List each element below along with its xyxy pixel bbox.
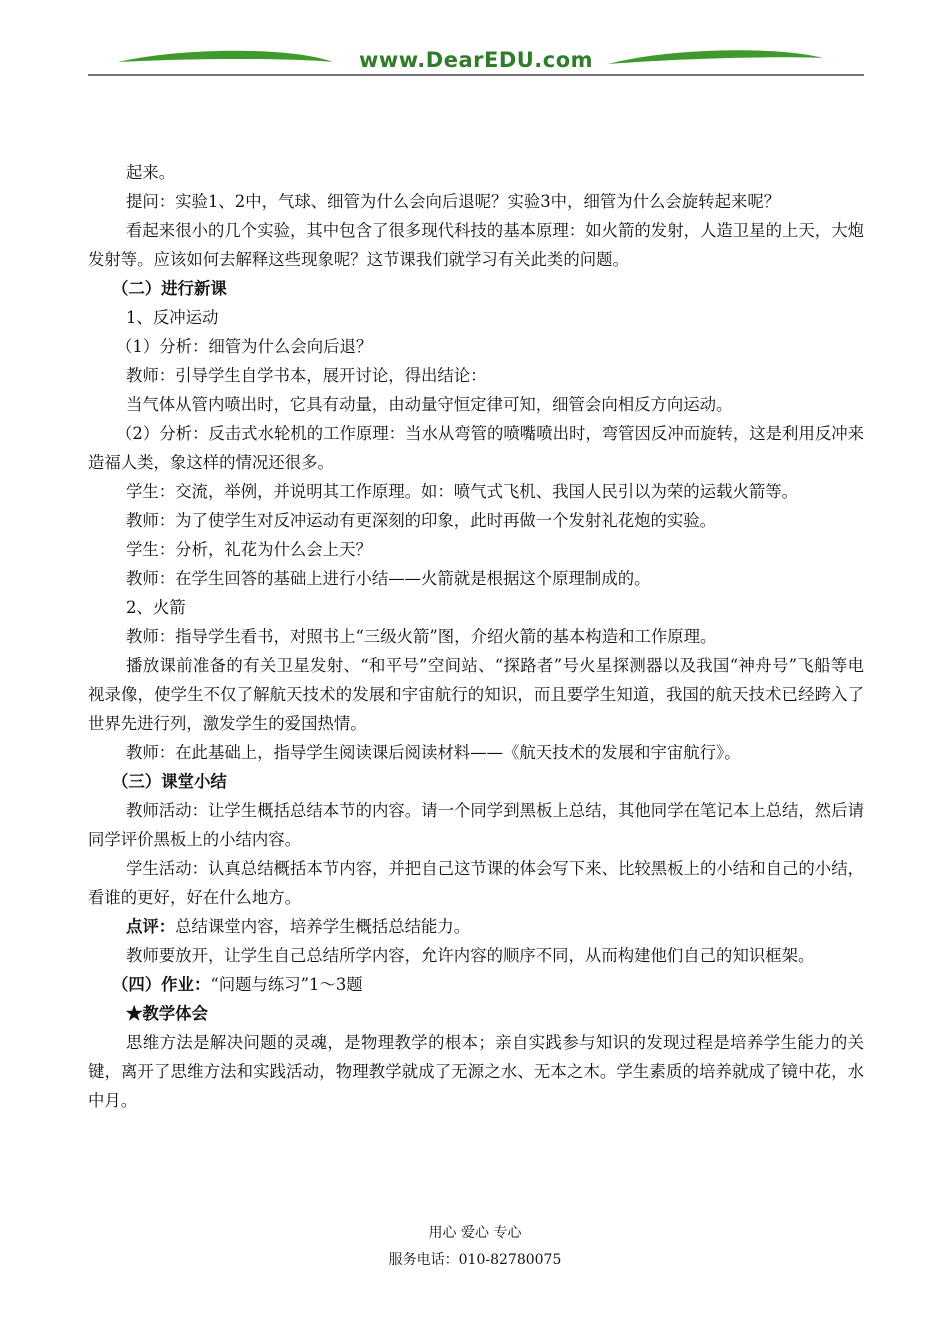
paragraph: 看起来很小的几个实验，其中包含了很多现代科技的基本原理：如火箭的发射，人造卫星的上天，大炮发射等。应该如何去解释这些现象呢？这节课我们就学习有关此类的问题。 — [88, 221, 864, 269]
section-heading: ★教学体会 — [126, 1004, 208, 1023]
section-heading: （二）进行新课 — [112, 279, 227, 298]
paragraph: 播放课前准备的有关卫星发射、“和平号”空间站、“探路者”号火星探测器以及我国“神舟号”飞船等电视录像，使学生不仅了解航天技术的发展和宇宙航行的知识，而且要学生知道，我国的航天技术已经跨入了世界先进行列，激发学生的爱国热情。 — [88, 656, 864, 733]
footer-slogan: 用心 爱心 专心 — [428, 1225, 522, 1241]
comment-text: 总结课堂内容，培养学生概括总结能力。 — [175, 917, 471, 936]
paragraph: 教师：为了使学生对反冲运动有更深刻的印象，此时再做一个发射礼花炮的实验。 — [126, 511, 717, 530]
page-header — [88, 40, 864, 80]
homework-text: “问题与练习”1～3题 — [210, 975, 363, 994]
comment-label: 点评： — [126, 917, 176, 936]
paragraph: 学生：交流，举例，并说明其工作原理。如：喷气式飞机、我国人民引以为荣的运载火箭等。 — [126, 482, 799, 501]
paragraph: 教师活动：让学生概括总结本节的内容。请一个同学到黑板上总结，其他同学在笔记本上总结，然后请同学评价黑板上的小结内容。 — [88, 801, 864, 849]
paragraph: 学生：分析，礼花为什么会上天？ — [126, 540, 372, 559]
paragraph: （2）分析：反击式水轮机的工作原理：当水从弯管的喷嘴喷出时，弯管因反冲而旋转，这是利用反冲来造福人类，象这样的情况还很多。 — [88, 424, 865, 472]
paragraph: 教师：引导学生自学书本，展开讨论，得出结论： — [126, 366, 487, 385]
paragraph: 学生活动：认真总结概括本节内容，并把自己这节课的体会写下来、比较黑板上的小结和自己的小结，看谁的更好，好在什么地方。 — [88, 859, 864, 907]
paragraph: 思维方法是解决问题的灵魂，是物理教学的根本；亲自实践参与知识的发现过程是培养学生能力的关键，离开了思维方法和实践活动，物理教学就成了无源之水、无本之木。学生素质的培养就成了镜中花，水中月。 — [88, 1033, 864, 1110]
paragraph: 教师：在此基础上，指导学生阅读课后阅读材料——《航天技术的发展和宇宙航行》。 — [126, 743, 741, 762]
document-body — [88, 158, 864, 1115]
paragraph: 教师：指导学生看书，对照书上“三级火箭”图，介绍火箭的基本构造和工作原理。 — [126, 627, 717, 646]
paragraph: （1）分析：细管为什么会向后退？ — [116, 337, 373, 356]
paragraph — [88, 912, 864, 941]
paragraph: 起来。 — [126, 163, 176, 182]
paragraph — [88, 970, 864, 999]
subheading: 1、反冲运动 — [126, 308, 219, 327]
paragraph: 教师要放开，让学生自己总结所学内容，允许内容的顺序不同，从而构建他们自己的知识框架。 — [126, 946, 815, 965]
paragraph: 提问：实验1、2中，气球、细管为什么会向后退呢？实验3中，细管为什么会旋转起来呢？ — [126, 192, 781, 211]
section-heading: （三）课堂小结 — [112, 772, 227, 791]
subheading: 2、火箭 — [126, 598, 186, 617]
paragraph: 教师：在学生回答的基础上进行小结——火箭就是根据这个原理制成的。 — [126, 569, 651, 588]
site-logo-text: www.DearEDU.com — [358, 48, 594, 72]
footer-phone: 服务电话：010-82780075 — [388, 1252, 562, 1268]
section-heading: （四）作业： — [112, 975, 211, 994]
paragraph: 当气体从管内喷出时，它具有动量，由动量守恒定律可知，细管会向相反方向运动。 — [126, 395, 733, 414]
